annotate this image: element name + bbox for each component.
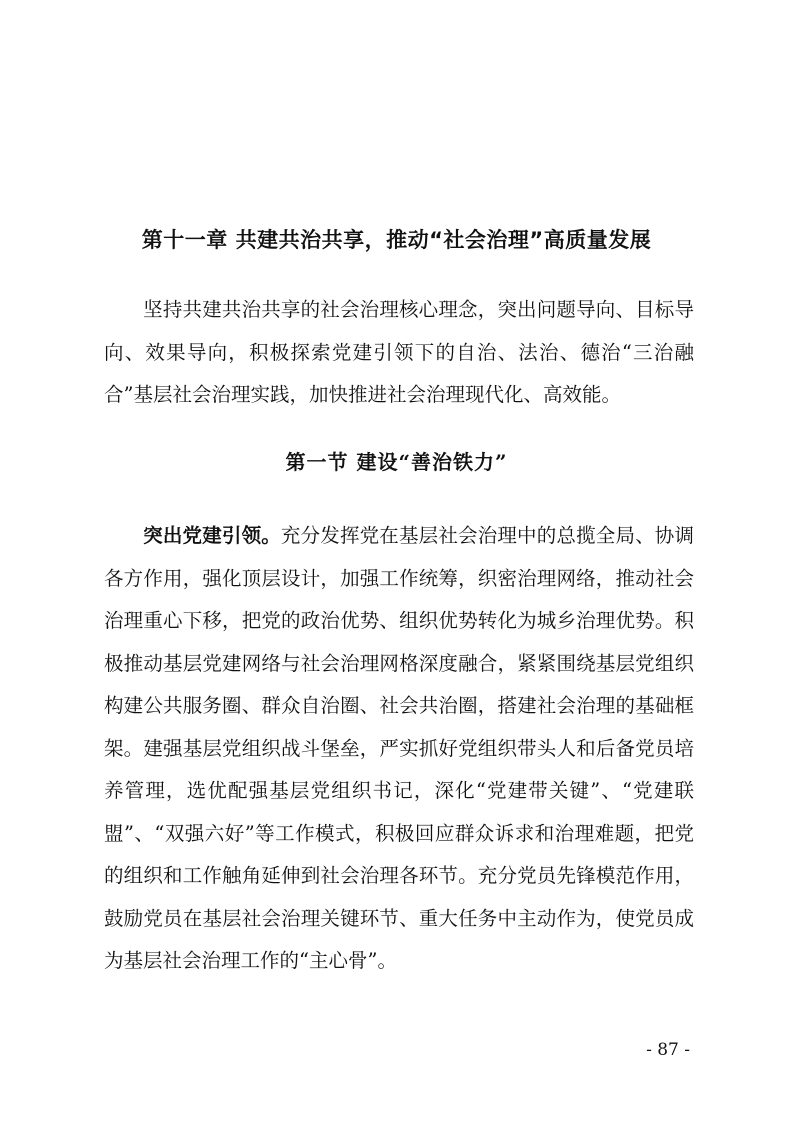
body-paragraph bbox=[104, 515, 694, 983]
page-number: - 87 - bbox=[646, 1040, 690, 1060]
paragraph-text: 充分发挥党在基层社会治理中的总揽全局、协调各方作用，强化顶层设计，加强工作统筹，织密治理网络，推动社会治理重心下移，把党的政治优势、组织优势转化为城乡治理优势。积极推动基层党建网络与社会治理网格深度融合，紧紧围绕基层党组织构建公共服务圈、群众自治圈、社会共治圈，搭建社会治理的基础框架。建强基层党组织战斗堡垒，严实抓好党组织带头人和后备党员培养管理，选优配强基层党组织书记，深化“党建带关键”、“党建联盟”、“双强六好”等工作模式，积极回应群众诉求和治理难题，把党的组织和工作触角延伸到社会治理各环节。充分党员先锋模范作用，鼓励党员在基层社会治理关键环节、重大任务中主动作为，使党员成为基层社会治理工作的“主心骨”。 bbox=[104, 524, 694, 972]
section-title: 第一节 建设“善治铁力” bbox=[285, 450, 508, 474]
intro-paragraph bbox=[104, 289, 694, 417]
intro-text: 坚持共建共治共享的社会治理核心理念，突出问题导向、目标导向、效果导向，积极探索党建引领下的自治、法治、德治“三治融合”基层社会治理实践，加快推进社会治理现代化、高效能。 bbox=[104, 298, 694, 406]
paragraph-lead: 突出党建引领。 bbox=[143, 524, 281, 547]
chapter-title: 第十一章 共建共治共享，推动“社会治理”高质量发展 bbox=[141, 228, 652, 252]
